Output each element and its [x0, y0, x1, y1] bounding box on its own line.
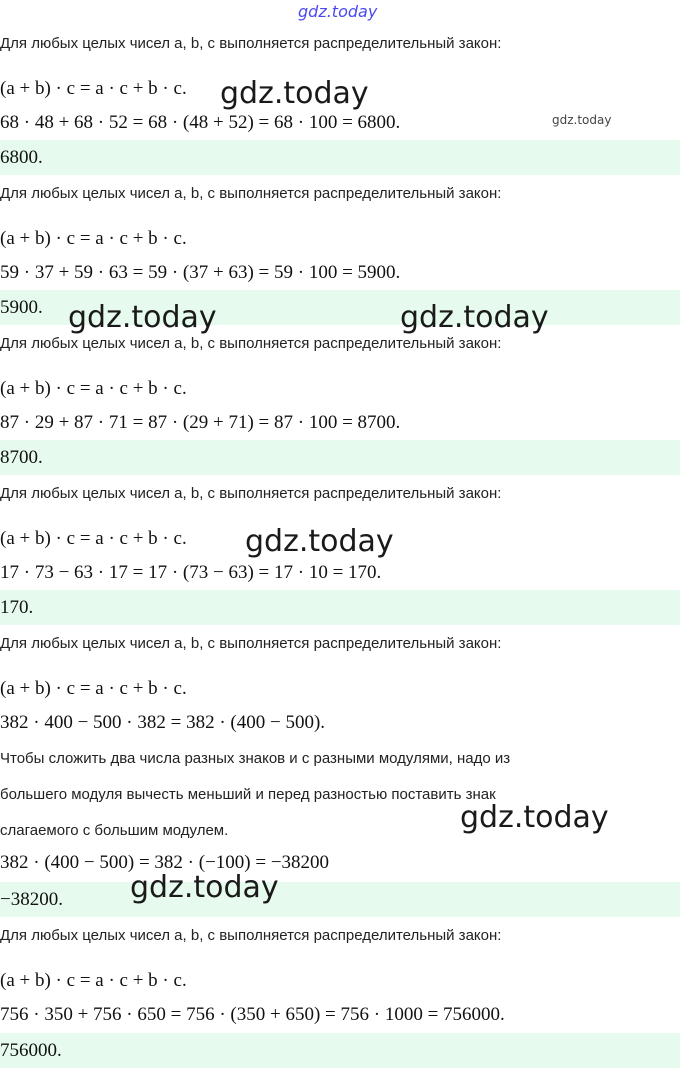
watermark-top: gdz.today [298, 2, 378, 21]
watermark-7: gdz.today [130, 870, 279, 905]
watermark-4: gdz.today [400, 300, 549, 335]
block-4-answer: 170. [0, 590, 680, 625]
block-2-answer: 5900. [0, 290, 680, 325]
block-2-intro: Для любых целых чисел a, b, c выполняется распределительный закон: [0, 185, 502, 202]
block-6-law: (a + b) · c = a · c + b · c. [0, 970, 187, 991]
block-5-intro: Для любых целых чисел a, b, c выполняется распределительный закон: [0, 635, 502, 652]
block-3-law: (a + b) · c = a · c + b · c. [0, 378, 187, 399]
watermark-6: gdz.today [460, 800, 609, 835]
block-5-law: (a + b) · c = a · c + b · c. [0, 678, 187, 699]
block-1-calc: 68 · 48 + 68 · 52 = 68 · (48 + 52) = 68 · 100 = 6800. [0, 112, 401, 133]
block-5-answer: −38200. [0, 882, 680, 917]
block-5-rule-line-2: большего модуля вычесть меньший и перед разностью поставить знак [0, 786, 496, 803]
block-5-rule-line-3: слагаемого с большим модулем. [0, 822, 229, 839]
block-1-answer: 6800. [0, 140, 680, 175]
block-6-intro: Для любых целых чисел a, b, c выполняется распределительный закон: [0, 927, 502, 944]
watermark-3: gdz.today [68, 300, 217, 335]
block-2-law: (a + b) · c = a · c + b · c. [0, 228, 187, 249]
block-2-calc: 59 · 37 + 59 · 63 = 59 · (37 + 63) = 59 · 100 = 5900. [0, 262, 401, 283]
block-3-calc: 87 · 29 + 87 · 71 = 87 · (29 + 71) = 87 · 100 = 8700. [0, 412, 401, 433]
watermark-2: gdz.today [552, 113, 612, 127]
watermark-1: gdz.today [220, 76, 369, 111]
block-5-calc-2: 382 · (400 − 500) = 382 · (−100) = −38200 [0, 852, 330, 873]
block-6-answer: 756000. [0, 1033, 680, 1068]
watermark-5: gdz.today [245, 524, 394, 559]
block-6-calc: 756 · 350 + 756 · 650 = 756 · (350 + 650) = 756 · 1000 = 756000. [0, 1004, 505, 1025]
block-3-intro: Для любых целых чисел a, b, c выполняется распределительный закон: [0, 335, 502, 352]
block-3-answer: 8700. [0, 440, 680, 475]
block-4-calc: 17 · 73 − 63 · 17 = 17 · (73 − 63) = 17 · 10 = 170. [0, 562, 382, 583]
block-5-rule-line-1: Чтобы сложить два числа разных знаков и с разными модулями, надо из [0, 750, 511, 767]
block-4-intro: Для любых целых чисел a, b, c выполняется распределительный закон: [0, 485, 502, 502]
block-1-intro: Для любых целых чисел a, b, c выполняется распределительный закон: [0, 35, 502, 52]
block-5-calc: 382 · 400 − 500 · 382 = 382 · (400 − 500). [0, 712, 326, 733]
block-1-law: (a + b) · c = a · c + b · c. [0, 78, 187, 99]
block-4-law: (a + b) · c = a · c + b · c. [0, 528, 187, 549]
